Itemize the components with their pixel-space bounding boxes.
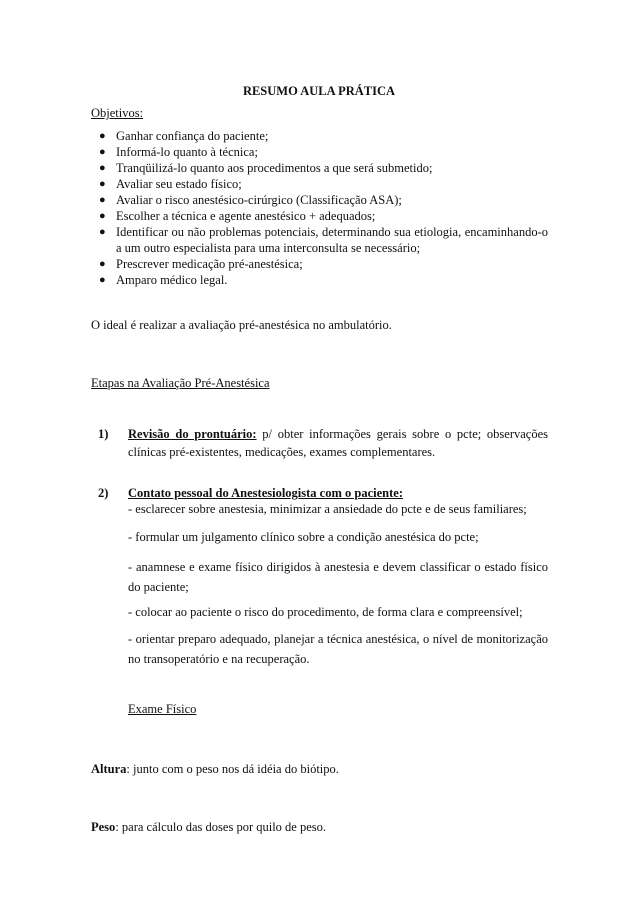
bullet-icon: ● (99, 146, 106, 158)
bullet-icon: ● (99, 210, 106, 222)
list-item: ● Ganhar confiança do paciente; (99, 129, 269, 143)
bullet-icon: ● (99, 258, 106, 270)
etapas-heading: Etapas na Avaliação Pré-Anestésica (91, 376, 270, 390)
list-item: ● Avaliar seu estado físico; (99, 177, 242, 191)
list-item: ● Prescrever medicação pré-anestésica; (99, 257, 303, 271)
step-2-line-2: - formular um julgamento clínico sobre a condição anestésica do pcte; (128, 530, 479, 544)
objetivos-heading: Objetivos: (91, 106, 144, 120)
step-2-line-3: - anamnese e exame físico dirigidos à anestesia e devem classificar o estado físico do paciente; (128, 560, 548, 594)
list-item: ● Identificar ou não problemas potenciais, determinando sua etiologia, encaminhando-o a um outro especialista para uma interconsulta se necessário; (99, 225, 548, 255)
bullet-icon: ● (99, 162, 106, 174)
step-1 (91, 425, 548, 461)
objetivos-list (91, 128, 548, 288)
document-title: RESUMO AULA PRÁTICA (242, 84, 396, 98)
bullet-icon: ● (99, 226, 106, 238)
peso-paragraph (91, 818, 548, 836)
bullet-icon: ● (99, 194, 106, 206)
step-2-label: Contato pessoal do Anestesiologista com o paciente: (128, 486, 403, 500)
peso-label: Peso (91, 820, 116, 834)
bullet-icon: ● (99, 274, 106, 286)
step-2-line-4: - colocar ao paciente o risco do procedimento, de forma clara e compreensível; (128, 605, 523, 619)
altura-paragraph (91, 760, 548, 778)
step-2-number: 2) (98, 486, 109, 500)
bullet-icon: ● (99, 130, 106, 142)
list-item: ● Informá-lo quanto à técnica; (99, 145, 258, 159)
list-item: ● Amparo médico legal. (99, 273, 228, 287)
ideal-paragraph: O ideal é realizar a avaliação pré-anestésica no ambulatório. (91, 318, 392, 332)
step-2-line-1: - esclarecer sobre anestesia, minimizar a ansiedade do pcte e de seus familiares; (128, 502, 527, 516)
list-item: ● Escolher a técnica e agente anestésico + adequados; (99, 209, 376, 223)
list-item: ● Tranqüilizá-lo quanto aos procedimentos a que será submetido; (99, 161, 433, 175)
list-item: ● Avaliar o risco anestésico-cirúrgico (Classificação ASA); (99, 193, 402, 207)
peso-text: : para cálculo das doses por quilo de peso. (115, 820, 327, 834)
step-1-number: 1) (98, 427, 109, 441)
altura-label: Altura (91, 762, 127, 776)
step-1-text: p/ obter informações gerais sobre o pcte; observações clínicas pré-existentes, medicações, exames complementares. (128, 427, 549, 460)
bullet-icon: ● (99, 178, 106, 190)
step-1-label: Revisão do prontuário: (128, 427, 257, 441)
exame-heading: Exame Físico (128, 702, 197, 716)
altura-text: : junto com o peso nos dá idéia do biótipo. (126, 762, 339, 776)
step-2-line-5: - orientar preparo adequado, planejar a técnica anestésica, o nível de monitorização no transoperatório e na recuperação. (128, 632, 548, 666)
